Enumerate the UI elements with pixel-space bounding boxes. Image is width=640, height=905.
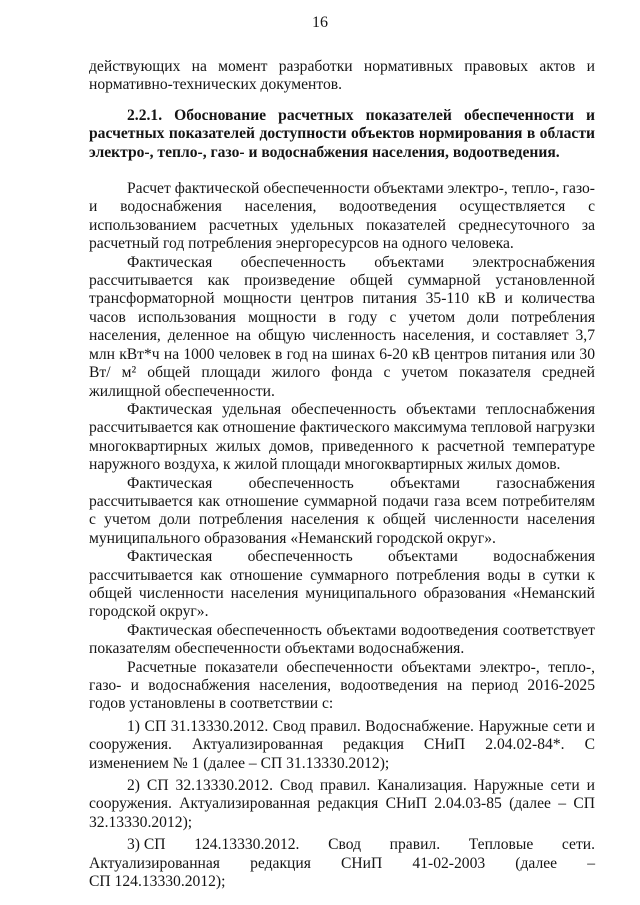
paragraph: Фактическая обеспеченность объектами электроснабжения рассчитывается как произведение общей суммарной установленной трансформаторной мощности центров питания 35-110 кВ и количества часов использования мощности в году с учетом доли потребления населения, деленное на общую численность населения, и составляет 3,7 млн кВт*ч на 1000 человек в год на шинах 6-20 кВ центров питания или 30 Вт/ м² общей площади жилого фонда с учетом показателя средней жилищной обеспеченности. <box>89 253 595 400</box>
word: 124.13330.2012. <box>194 836 300 854</box>
word: Свод <box>328 836 362 854</box>
list-item: 2) СП 32.13330.2012. Свод правил. Канализация. Наружные сети и сооружения. Актуализированная редакция СНиП 2.04.03-85 (далее – СП 32.13330.2012); <box>89 777 595 831</box>
word: сети. <box>561 836 595 854</box>
paragraph: Фактическая обеспеченность объектами водоотведения соответствует показателям обеспеченности объектами водоснабжения. <box>89 621 595 658</box>
word: редакция <box>250 854 311 872</box>
list-item-line <box>89 836 595 854</box>
word: (далее <box>515 854 558 872</box>
page-number: 16 <box>312 14 328 31</box>
word: 41-02-2003 <box>412 854 486 872</box>
intro-paragraph: действующих на момент разработки нормативных правовых актов и нормативно-технических документов. <box>89 58 595 94</box>
word: Актуализированная <box>89 854 220 872</box>
word: СНиП <box>341 854 383 872</box>
word: правил. <box>389 836 441 854</box>
list-item <box>89 836 595 891</box>
paragraph: Фактическая обеспеченность объектами газоснабжения рассчитывается как отношение суммарной подачи газа всем потребителям с учетом доли потребления населения к общей численности населения муниципального образования «Неманский городской округ». <box>89 474 595 547</box>
word: – <box>587 854 595 872</box>
page-body <box>89 58 595 891</box>
list-item-line: СП 124.13330.2012); <box>89 873 226 891</box>
paragraph: Расчетные показатели обеспеченности объектами электро-, тепло-, газо- и водоснабжения населения, водоотведения на период 2016-2025 годов установлены в соответствии с: <box>89 658 595 713</box>
word: Тепловые <box>468 836 534 854</box>
list-item-line <box>89 855 595 873</box>
word: 3) СП <box>127 836 166 854</box>
paragraph: Расчет фактической обеспеченности объектами электро-, тепло-, газо- и водоснабжения населения, водоотведения осуществляется с использованием расчетных удельных показателей среднесуточного за расчетный год потребления энергоресурсов на одного человека. <box>89 180 595 253</box>
paragraph: Фактическая удельная обеспеченность объектами теплоснабжения рассчитывается как отношение фактического максимума тепловой нагрузки многоквартирных жилых домов, приведенного к расчетной температуре наружного воздуха, к жилой площади многоквартирных жилых домов. <box>89 400 595 474</box>
paragraph: Фактическая обеспеченность объектами водоснабжения рассчитывается как отношение суммарного потребления воды в сутки к общей численности населения муниципального образования «Неманский городской округ». <box>89 548 595 621</box>
list-item: 1) СП 31.13330.2012. Свод правил. Водоснабжение. Наружные сети и сооружения. Актуализированная редакция СНиП 2.04.02-84*. С изменением № 1 (далее – СП 31.13330.2012); <box>89 717 595 772</box>
section-heading: 2.2.1. Обоснование расчетных показателей обеспеченности и расчетных показателей доступности объектов нормирования в области электро-, тепло-, газо- и водоснабжения населения, водоотведения. <box>89 106 595 161</box>
